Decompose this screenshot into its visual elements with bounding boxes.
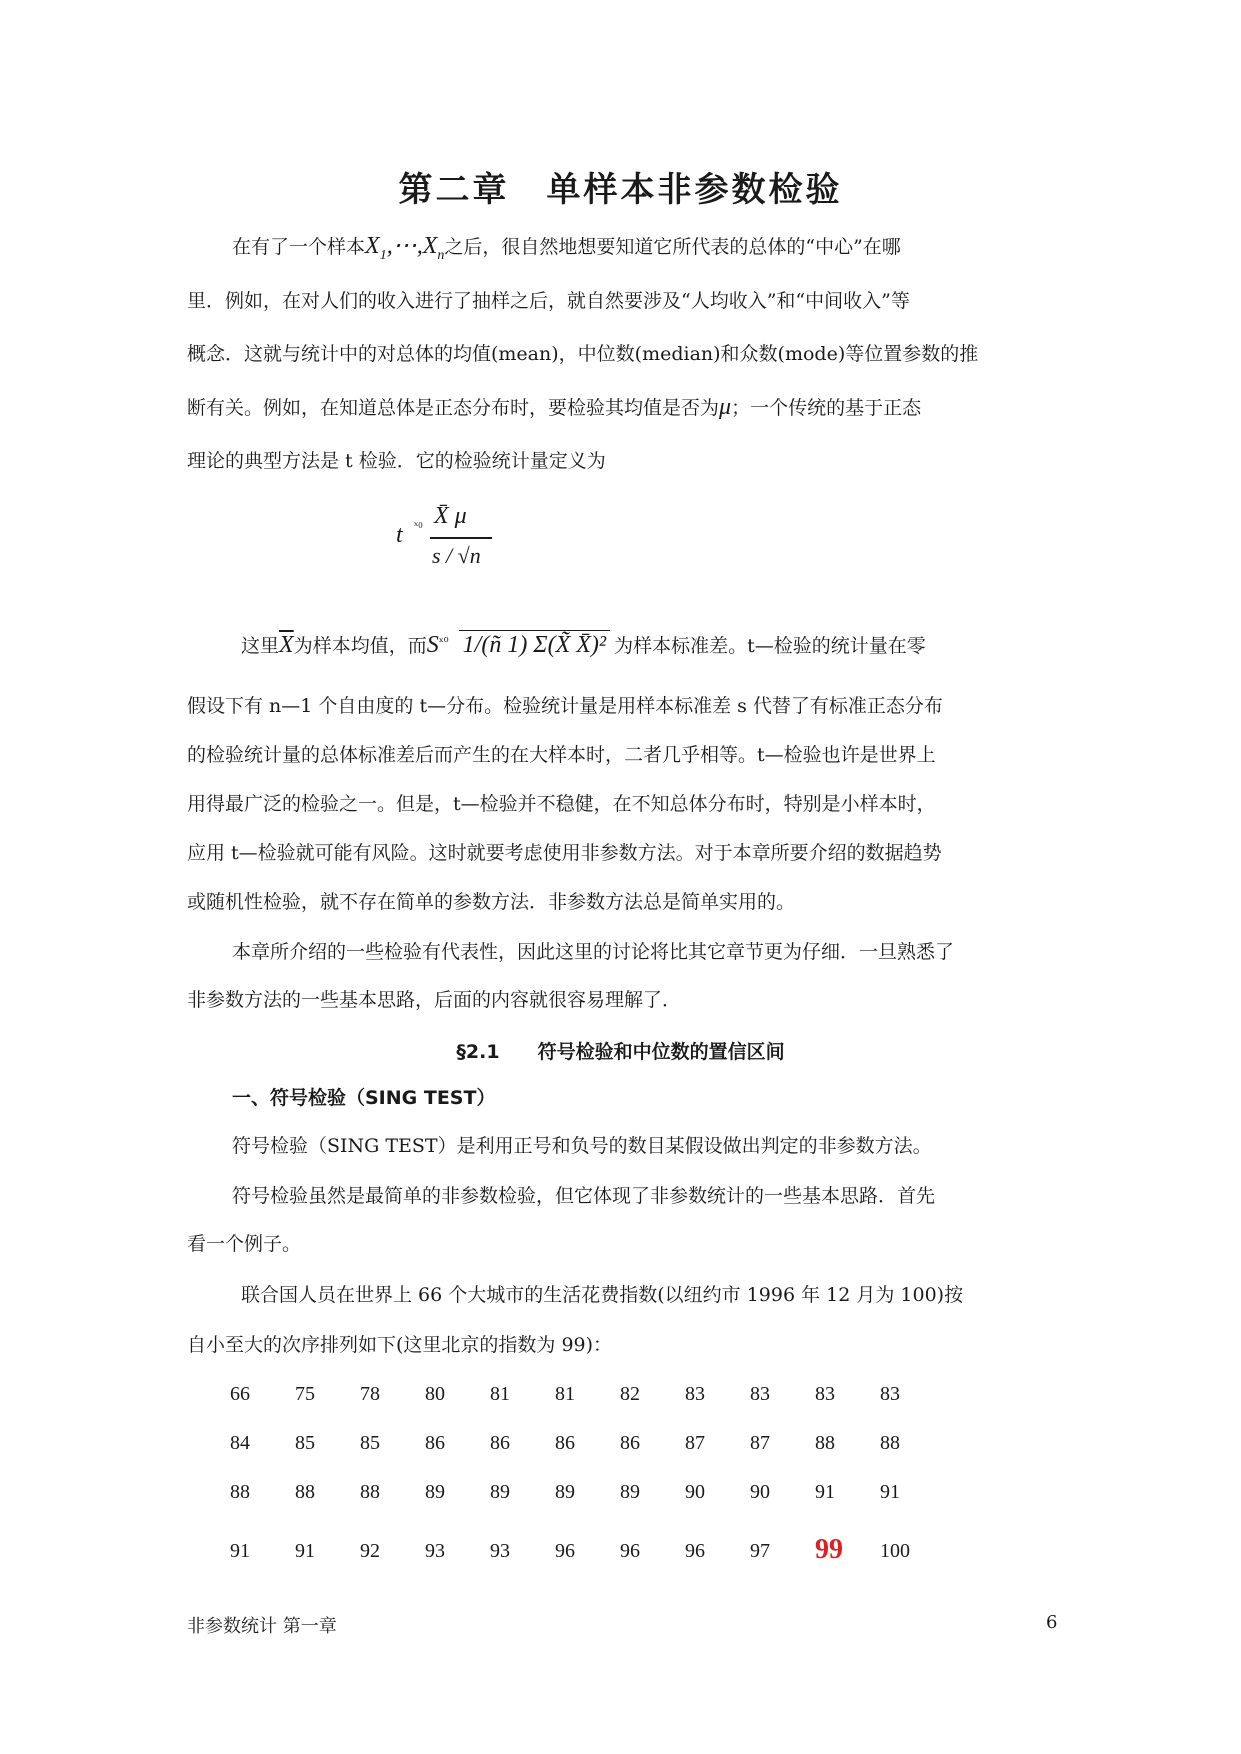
table-cell: 87 <box>685 1432 705 1454</box>
p2-b: 为样本均值，而 <box>293 635 427 657</box>
section-heading: §2.1 符号检验和中位数的置信区间 <box>456 1041 785 1063</box>
table-cell: 88 <box>230 1481 250 1503</box>
p1-line4-a: 断有关。例如，在知道总体是正态分布时，要检验其均值是否为 <box>187 397 720 419</box>
table-cell: 84 <box>230 1432 250 1454</box>
table-cell: 85 <box>360 1432 380 1454</box>
table-cell: 75 <box>295 1383 315 1405</box>
table-cell: 91 <box>815 1481 835 1503</box>
s-symbol: S <box>426 632 439 658</box>
p3-line2: 非参数方法的一些基本思路，后面的内容就很容易理解了． <box>187 989 682 1011</box>
p1-line1-a: 在有了一个样本 <box>232 236 366 258</box>
table-cell: 82 <box>620 1383 640 1405</box>
p1-line4 <box>187 393 1059 422</box>
table-cell: 87 <box>750 1432 770 1454</box>
table-cell: 66 <box>230 1383 250 1405</box>
xbar-symbol: $\overline{X}$ <box>279 632 294 658</box>
p2-line6: 或随机性检验，就不存在简单的参数方法．非参数方法总是简单实用的。 <box>187 891 796 913</box>
table-cell: 90 <box>750 1481 770 1503</box>
table-cell: 92 <box>360 1540 380 1562</box>
table-cell: 88 <box>815 1432 835 1454</box>
table-cell: 83 <box>880 1383 900 1405</box>
table-cell: 90 <box>685 1481 705 1503</box>
formula-eq-glyph: ₓ₀ <box>414 514 423 529</box>
eq-glyph: ₓ₀ <box>438 631 449 645</box>
table-cell: 89 <box>490 1481 510 1503</box>
table-cell: 89 <box>620 1481 640 1503</box>
p1-line2: 里．例如，在对人们的收入进行了抽样之后，就自然要涉及“人均收入”和“中间收入”等 <box>187 290 910 312</box>
p2-a: 这里 <box>241 635 280 657</box>
p6-line2: 自小至大的次序排列如下(这里北京的指数为 99)： <box>187 1334 613 1356</box>
table-cell: 86 <box>620 1432 640 1454</box>
p2-line1 <box>241 624 1059 660</box>
table-cell: 96 <box>555 1540 575 1562</box>
chapter-title: 第二章 单样本非参数检验 <box>398 170 843 210</box>
p5-line2: 看一个例子。 <box>187 1233 302 1255</box>
formula-numerator: X̄ μ <box>434 503 467 529</box>
formula-t: t <box>396 522 403 548</box>
p4: 符号检验（SING TEST）是利用正号和负号的数目某假设做出判定的非参数方法。 <box>232 1135 932 1157</box>
table-cell: 86 <box>490 1432 510 1454</box>
p1-line1-b: 之后，很自然地想要知道它所代表的总体的“中心”在哪 <box>444 236 901 258</box>
sqrt-formula: 1/(ñ 1) Σ(X̃ X̄)² <box>459 630 610 659</box>
table-cell: 78 <box>360 1383 380 1405</box>
highlighted-cell: 99 <box>815 1534 843 1565</box>
p2-c: 为样本标准差。t—检验的统计量在零 <box>614 635 926 657</box>
formula-denominator: s / √n <box>432 543 481 568</box>
table-cell: 86 <box>555 1432 575 1454</box>
mu-symbol: μ <box>719 394 732 420</box>
table-cell: 81 <box>555 1383 575 1405</box>
p1-line3: 概念．这就与统计中的对总体的均值(mean)，中位数(median)和众数(mode)等位置参数的推 <box>187 343 979 365</box>
table-cell: 80 <box>425 1383 445 1405</box>
table-cell: 100 <box>880 1540 910 1562</box>
table-cell: 81 <box>490 1383 510 1405</box>
table-cell: 97 <box>750 1540 770 1562</box>
sample-notation: $X_1,\cdots,X_n$ <box>365 233 445 263</box>
page-number: 6 <box>1046 1612 1058 1633</box>
p2-line4: 用得最广泛的检验之一。但是，t—检验并不稳健，在不知总体分布时，特别是小样本时， <box>187 793 936 815</box>
p2-line3: 的检验统计量的总体标准差后而产生的在大样本时，二者几乎相等。t—检验也许是世界上 <box>187 744 936 766</box>
p1-line5: 理论的典型方法是 t 检验．它的检验统计量定义为 <box>187 450 606 472</box>
table-cell: 93 <box>490 1540 510 1562</box>
table-cell: 88 <box>880 1432 900 1454</box>
p2-line5: 应用 t—检验就可能有风险。这时就要考虑使用非参数方法。对于本章所要介绍的数据趋势 <box>187 842 942 864</box>
table-cell: 96 <box>685 1540 705 1562</box>
p5-line1: 符号检验虽然是最简单的非参数检验，但它体现了非参数统计的一些基本思路．首先 <box>232 1185 936 1207</box>
p1-line1 <box>232 232 1059 270</box>
table-cell: 96 <box>620 1540 640 1562</box>
table-cell: 86 <box>425 1432 445 1454</box>
table-cell: 91 <box>230 1540 250 1562</box>
p3-line1: 本章所介绍的一些检验有代表性，因此这里的讨论将比其它章节更为仔细．一旦熟悉了 <box>232 941 955 963</box>
table-cell: 91 <box>295 1540 315 1562</box>
table-cell: 88 <box>360 1481 380 1503</box>
table-cell: 88 <box>295 1481 315 1503</box>
p2-line2: 假设下有 n—1 个自由度的 t—分布。检验统计量是用样本标准差 s 代替了有标准正态分布 <box>187 695 943 717</box>
p6-line1: 联合国人员在世界上 66 个大城市的生活花费指数(以纽约市 1996 年 12 月为 100)按 <box>241 1284 964 1306</box>
table-cell: 83 <box>685 1383 705 1405</box>
table-cell: 93 <box>425 1540 445 1562</box>
formula-fraction-bar <box>430 537 492 539</box>
subsection-heading: 一、符号检验（SING TEST） <box>232 1087 496 1109</box>
p1-line4-b: ；一个传统的基于正态 <box>731 397 922 419</box>
footer-title: 非参数统计 第一章 <box>187 1616 337 1637</box>
table-cell: 83 <box>815 1383 835 1405</box>
table-cell: 85 <box>295 1432 315 1454</box>
table-cell: 89 <box>555 1481 575 1503</box>
table-cell: 83 <box>750 1383 770 1405</box>
table-cell: 91 <box>880 1481 900 1503</box>
table-cell: 89 <box>425 1481 445 1503</box>
